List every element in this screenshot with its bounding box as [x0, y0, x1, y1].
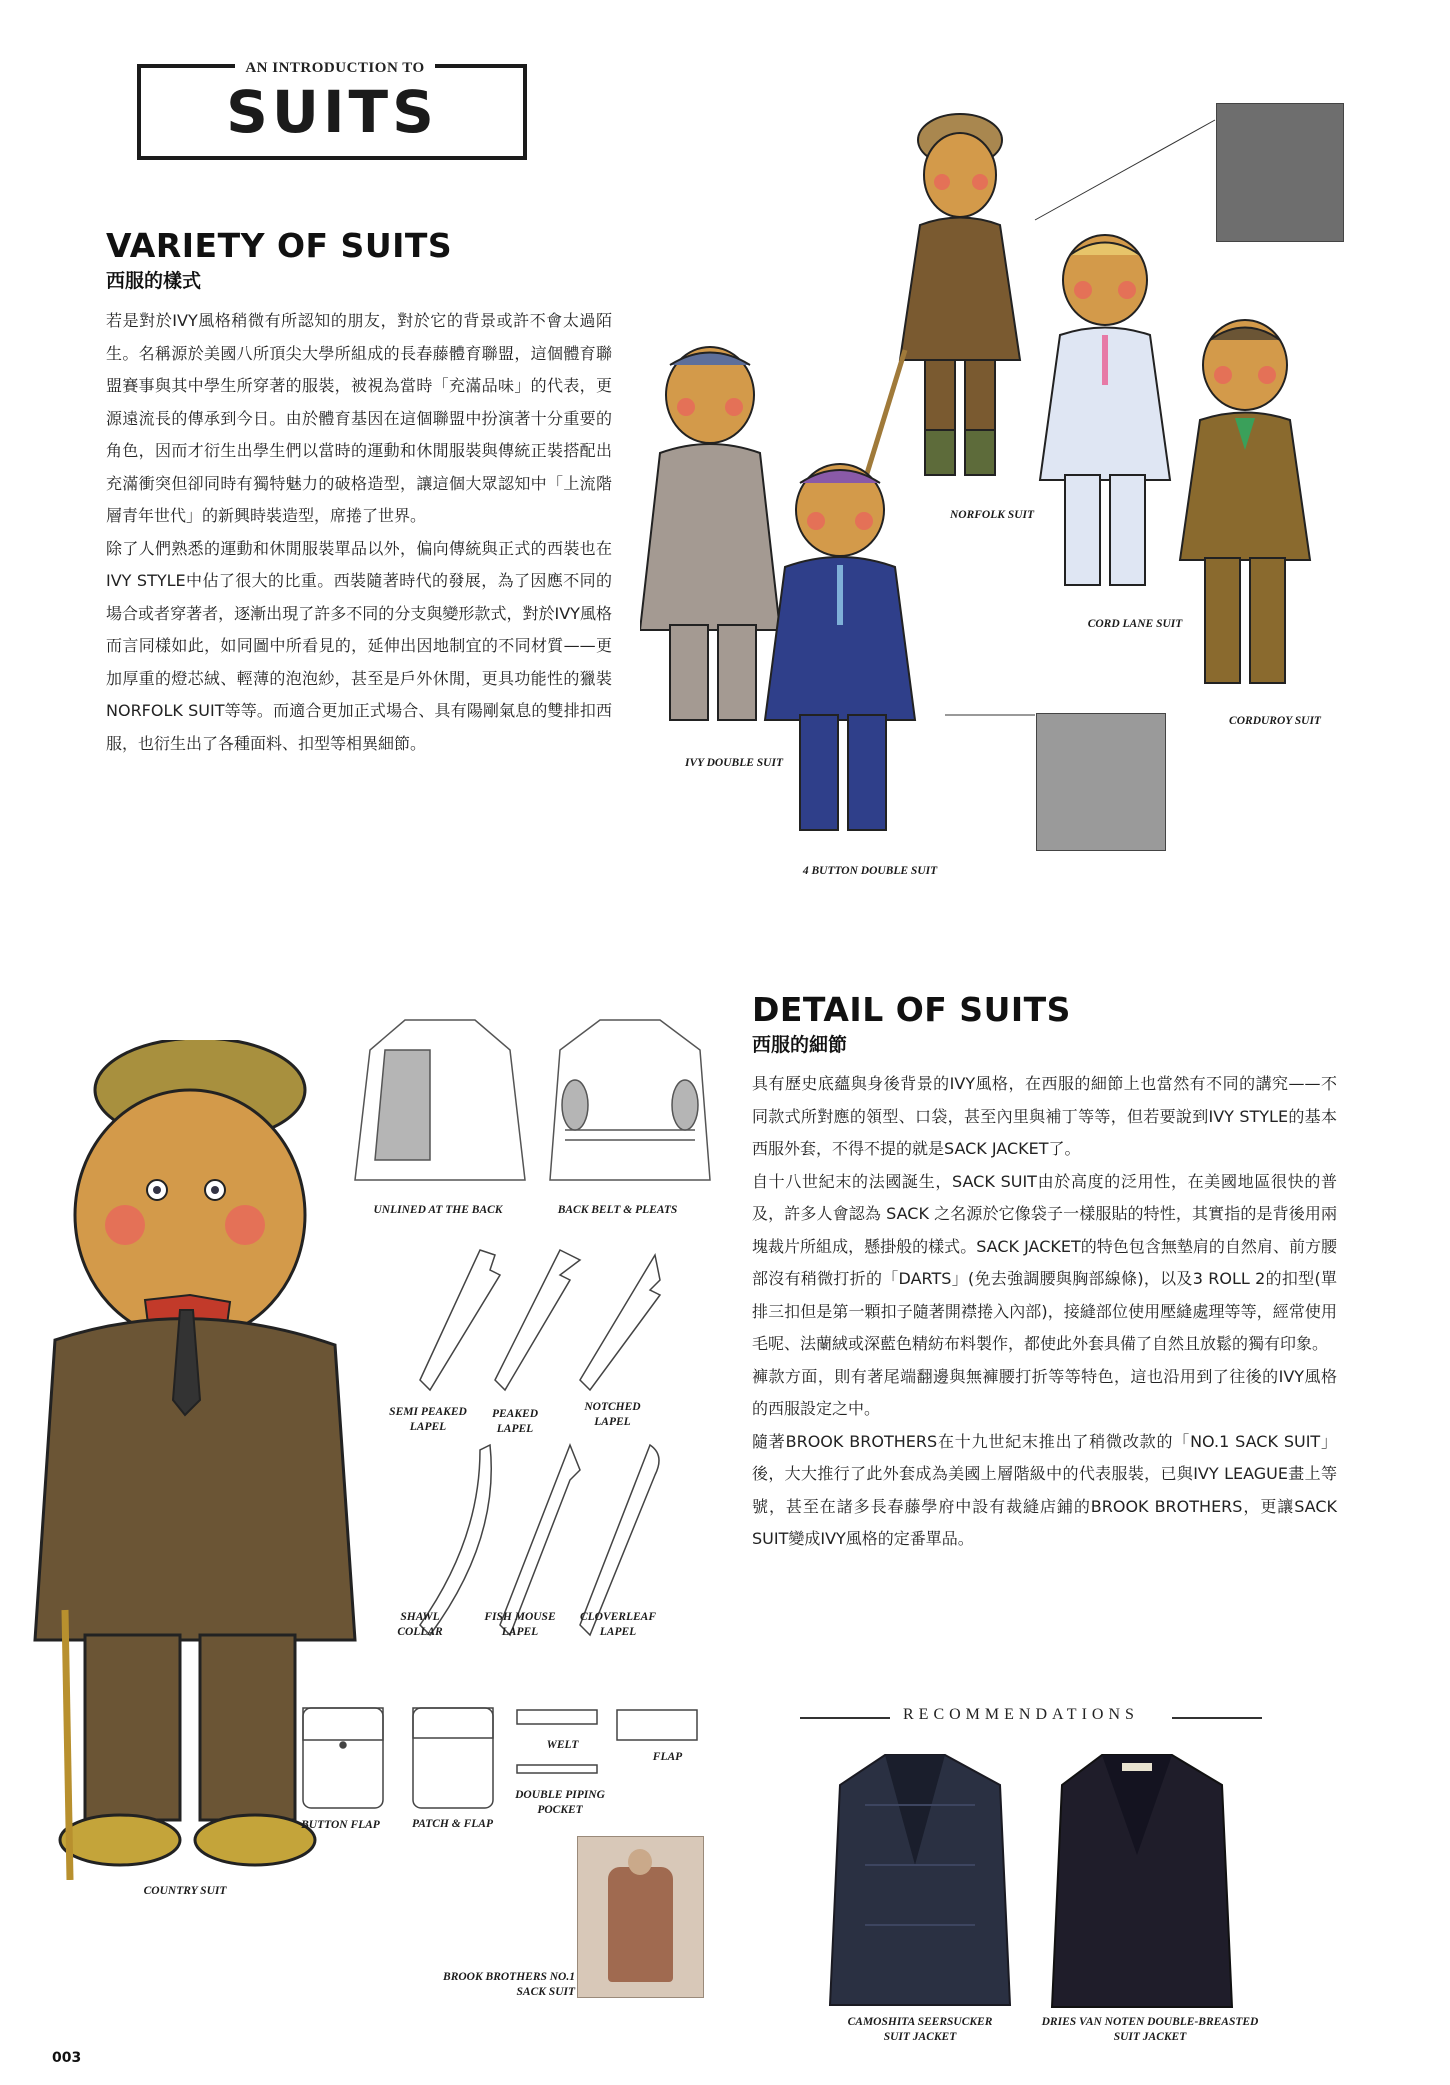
- caption-fish-mouse: FISH MOUSE LAPEL: [484, 1611, 556, 1638]
- ivy-double-figure: [640, 347, 780, 720]
- detail-paragraph: 隨著BROOK BROTHERS在十九世紀末推出了稍微改款的「NO.1 SACK SUIT」後，大大推行了此外套成為美國上層階級中的代表服裝，已與IVY LEAGUE畫上等號，甚至在諸多長春藤學府中設有裁縫店鋪的BROOK BROTHERS，更讓SACK SUIT變成IVY風格的定番單品。: [752, 1431, 1337, 1548]
- detail-body: [752, 1068, 1337, 1556]
- norfolk-figure: [865, 114, 1020, 480]
- detail-paragraph: 具有歷史底蘊與身後背景的IVY風格，在西服的細節上也當然有不同的講究——不同款式所對應的領型、口袋，甚至內里與補丁等等，但若要說到IVY STYLE的基本西服外套，不得不提的就是SACK JACKET了。: [752, 1074, 1337, 1158]
- caption-four-button-double: 4 BUTTON DOUBLE SUIT: [802, 865, 938, 877]
- fish-mouse-lapel-drawing: [500, 1445, 580, 1635]
- caption-semi-peaked: SEMI PEAKED LAPEL: [389, 1406, 467, 1433]
- caption-norfolk: NORFOLK SUIT: [949, 509, 1035, 521]
- recommendation-label-dries: DRIES VAN NOTEN DOUBLE-BREASTED SUIT JACKET: [1041, 2016, 1259, 2043]
- caption-peaked: PEAKED LAPEL: [491, 1408, 538, 1435]
- camoshita-jacket-image: [830, 1755, 1010, 2005]
- variety-paragraph: 若是對於IVY風格稍微有所認知的朋友，對於它的背景或許不會太過陌生。名稱源於美國八所頂尖大學所組成的長春藤體育聯盟，這個體育聯盟賽事與其中學生所穿著的服裝，被視為當時「充滿品味」的代表，更源遠流長的傳承到今日。由於體育基因在這個聯盟中扮演著十分重要的角色，因而才衍生出學生們以當時的運動和休閒服裝與傳統正裝搭配出充滿衝突但卻同時有獨特魅力的破格造型，讓這個大眾認知中「上流階層青年世代」的新興時裝造型，席捲了世界。: [106, 311, 612, 525]
- recommendations-rule-left: [800, 1717, 890, 1719]
- caption-cloverleaf: CLOVERLEAF LAPEL: [579, 1611, 657, 1638]
- caption-notched: NOTCHED LAPEL: [584, 1401, 641, 1428]
- lapel-diagrams: [410, 1240, 680, 1640]
- flap-pocket-drawing: [617, 1710, 697, 1740]
- detail-paragraph: 褲款方面，則有著尾端翻邊與無褲腰打折等等特色，這也沿用到了往後的IVY風格的西服設定之中。: [752, 1366, 1337, 1418]
- caption-button-flap: BUTTON FLAP: [301, 1819, 380, 1831]
- detail-heading: DETAIL OF SUITS: [752, 990, 1071, 1029]
- cloverleaf-lapel-drawing: [580, 1445, 659, 1635]
- variety-body: [106, 305, 612, 760]
- page-title: SUITS: [226, 78, 438, 146]
- peaked-lapel-drawing: [495, 1250, 580, 1390]
- shawl-collar-drawing: [420, 1445, 491, 1635]
- cord-lane-figure: [1040, 235, 1170, 585]
- caption-unlined: UNLINED AT THE BACK: [373, 1204, 503, 1216]
- caption-double-piping: DOUBLE PIPING POCKET: [515, 1789, 605, 1816]
- caption-cord-lane: CORD LANE SUIT: [1087, 618, 1183, 630]
- detail-subheading: 西服的細節: [752, 1034, 848, 1056]
- caption-country-suit: COUNTRY SUIT: [143, 1885, 227, 1897]
- brook-brothers-illustration: [577, 1836, 704, 1998]
- recommendation-products: [825, 1745, 1245, 2015]
- dries-van-noten-jacket-image: [1052, 1755, 1232, 2007]
- notched-lapel-drawing: [580, 1255, 660, 1390]
- jacket-back-diagrams: [345, 1010, 715, 1200]
- recommendations-title: RECOMMENDATIONS: [903, 1706, 1139, 1723]
- caption-brook-brothers: BROOK BROTHERS NO.1 SACK SUIT: [443, 1971, 575, 1998]
- recommendation-label-camoshita: CAMOSHITA SEERSUCKER SUIT JACKET: [847, 2016, 993, 2043]
- semi-peaked-lapel-drawing: [420, 1250, 500, 1390]
- variety-heading: VARIETY OF SUITS: [106, 226, 453, 265]
- variety-paragraph: 除了人們熟悉的運動和休閒服裝單品以外，偏向傳統與正式的西裝也在IVY STYLE中佔了很大的比重。西裝隨著時代的發展，為了因應不同的場合或者穿著者，逐漸出現了許多不同的分支與變形款式，對於IVY風格而言同樣如此，如同圖中所看見的，延伸出因地制宜的不同材質——更加厚重的燈芯絨、輕薄的泡泡紗，甚至是戶外休閒，更具功能性的獵裝NORFOLK SUIT等等。而適合更加正式場合、具有陽剛氣息的雙排扣西服，也衍生出了各種面料、扣型等相異細節。: [106, 538, 612, 753]
- caption-welt: WELT: [546, 1739, 579, 1751]
- ivy-students-photo: [1036, 713, 1166, 851]
- four-button-double-figure: [765, 464, 915, 830]
- caption-shawl: SHAWL COLLAR: [397, 1611, 443, 1638]
- caption-patch-flap: PATCH & FLAP: [412, 1818, 493, 1830]
- unlined-jacket-drawing: [355, 1020, 525, 1180]
- caption-flap: FLAP: [652, 1751, 683, 1763]
- back-belt-jacket-drawing: [550, 1020, 710, 1180]
- button-flap-pocket-drawing: [303, 1708, 383, 1808]
- title-kicker: AN INTRODUCTION TO: [235, 60, 435, 77]
- double-piping-pocket-drawing: [517, 1765, 597, 1773]
- detail-paragraph: 自十八世紀末的法國誕生，SACK SUIT由於高度的泛用性，在美國地區很快的普及，許多人會認為 SACK 之名源於它像袋子一樣服貼的特性，其實指的是背後用兩塊裁片所組成，懸掛般的樣式。SACK JACKET的特色包含無墊肩的自然肩、前方腰部沒有稍微打折的「DARTS」(免去強調腰與胸部線條)，以及3 ROLL 2的扣型(單排三扣但是第一顆扣子隨著開襟捲入內部)，接縫部位使用壓縫處理等等，經常使用毛呢、法蘭絨或深藍色精紡布料製作，都使此外套具備了自然且放鬆的獨有印象。: [752, 1171, 1337, 1353]
- norfolk-reference-photo: [1216, 103, 1344, 242]
- caption-ivy-double: IVY DOUBLE SUIT: [685, 757, 783, 769]
- patch-flap-pocket-drawing: [413, 1708, 493, 1808]
- caption-corduroy: CORDUROY SUIT: [1229, 715, 1321, 727]
- variety-subheading: 西服的樣式: [106, 270, 202, 292]
- recommendations-rule-right: [1172, 1717, 1262, 1719]
- caption-back-belt: BACK BELT & PLEATS: [557, 1204, 678, 1216]
- welt-pocket-drawing: [517, 1710, 597, 1724]
- page-number: 003: [52, 2050, 82, 2066]
